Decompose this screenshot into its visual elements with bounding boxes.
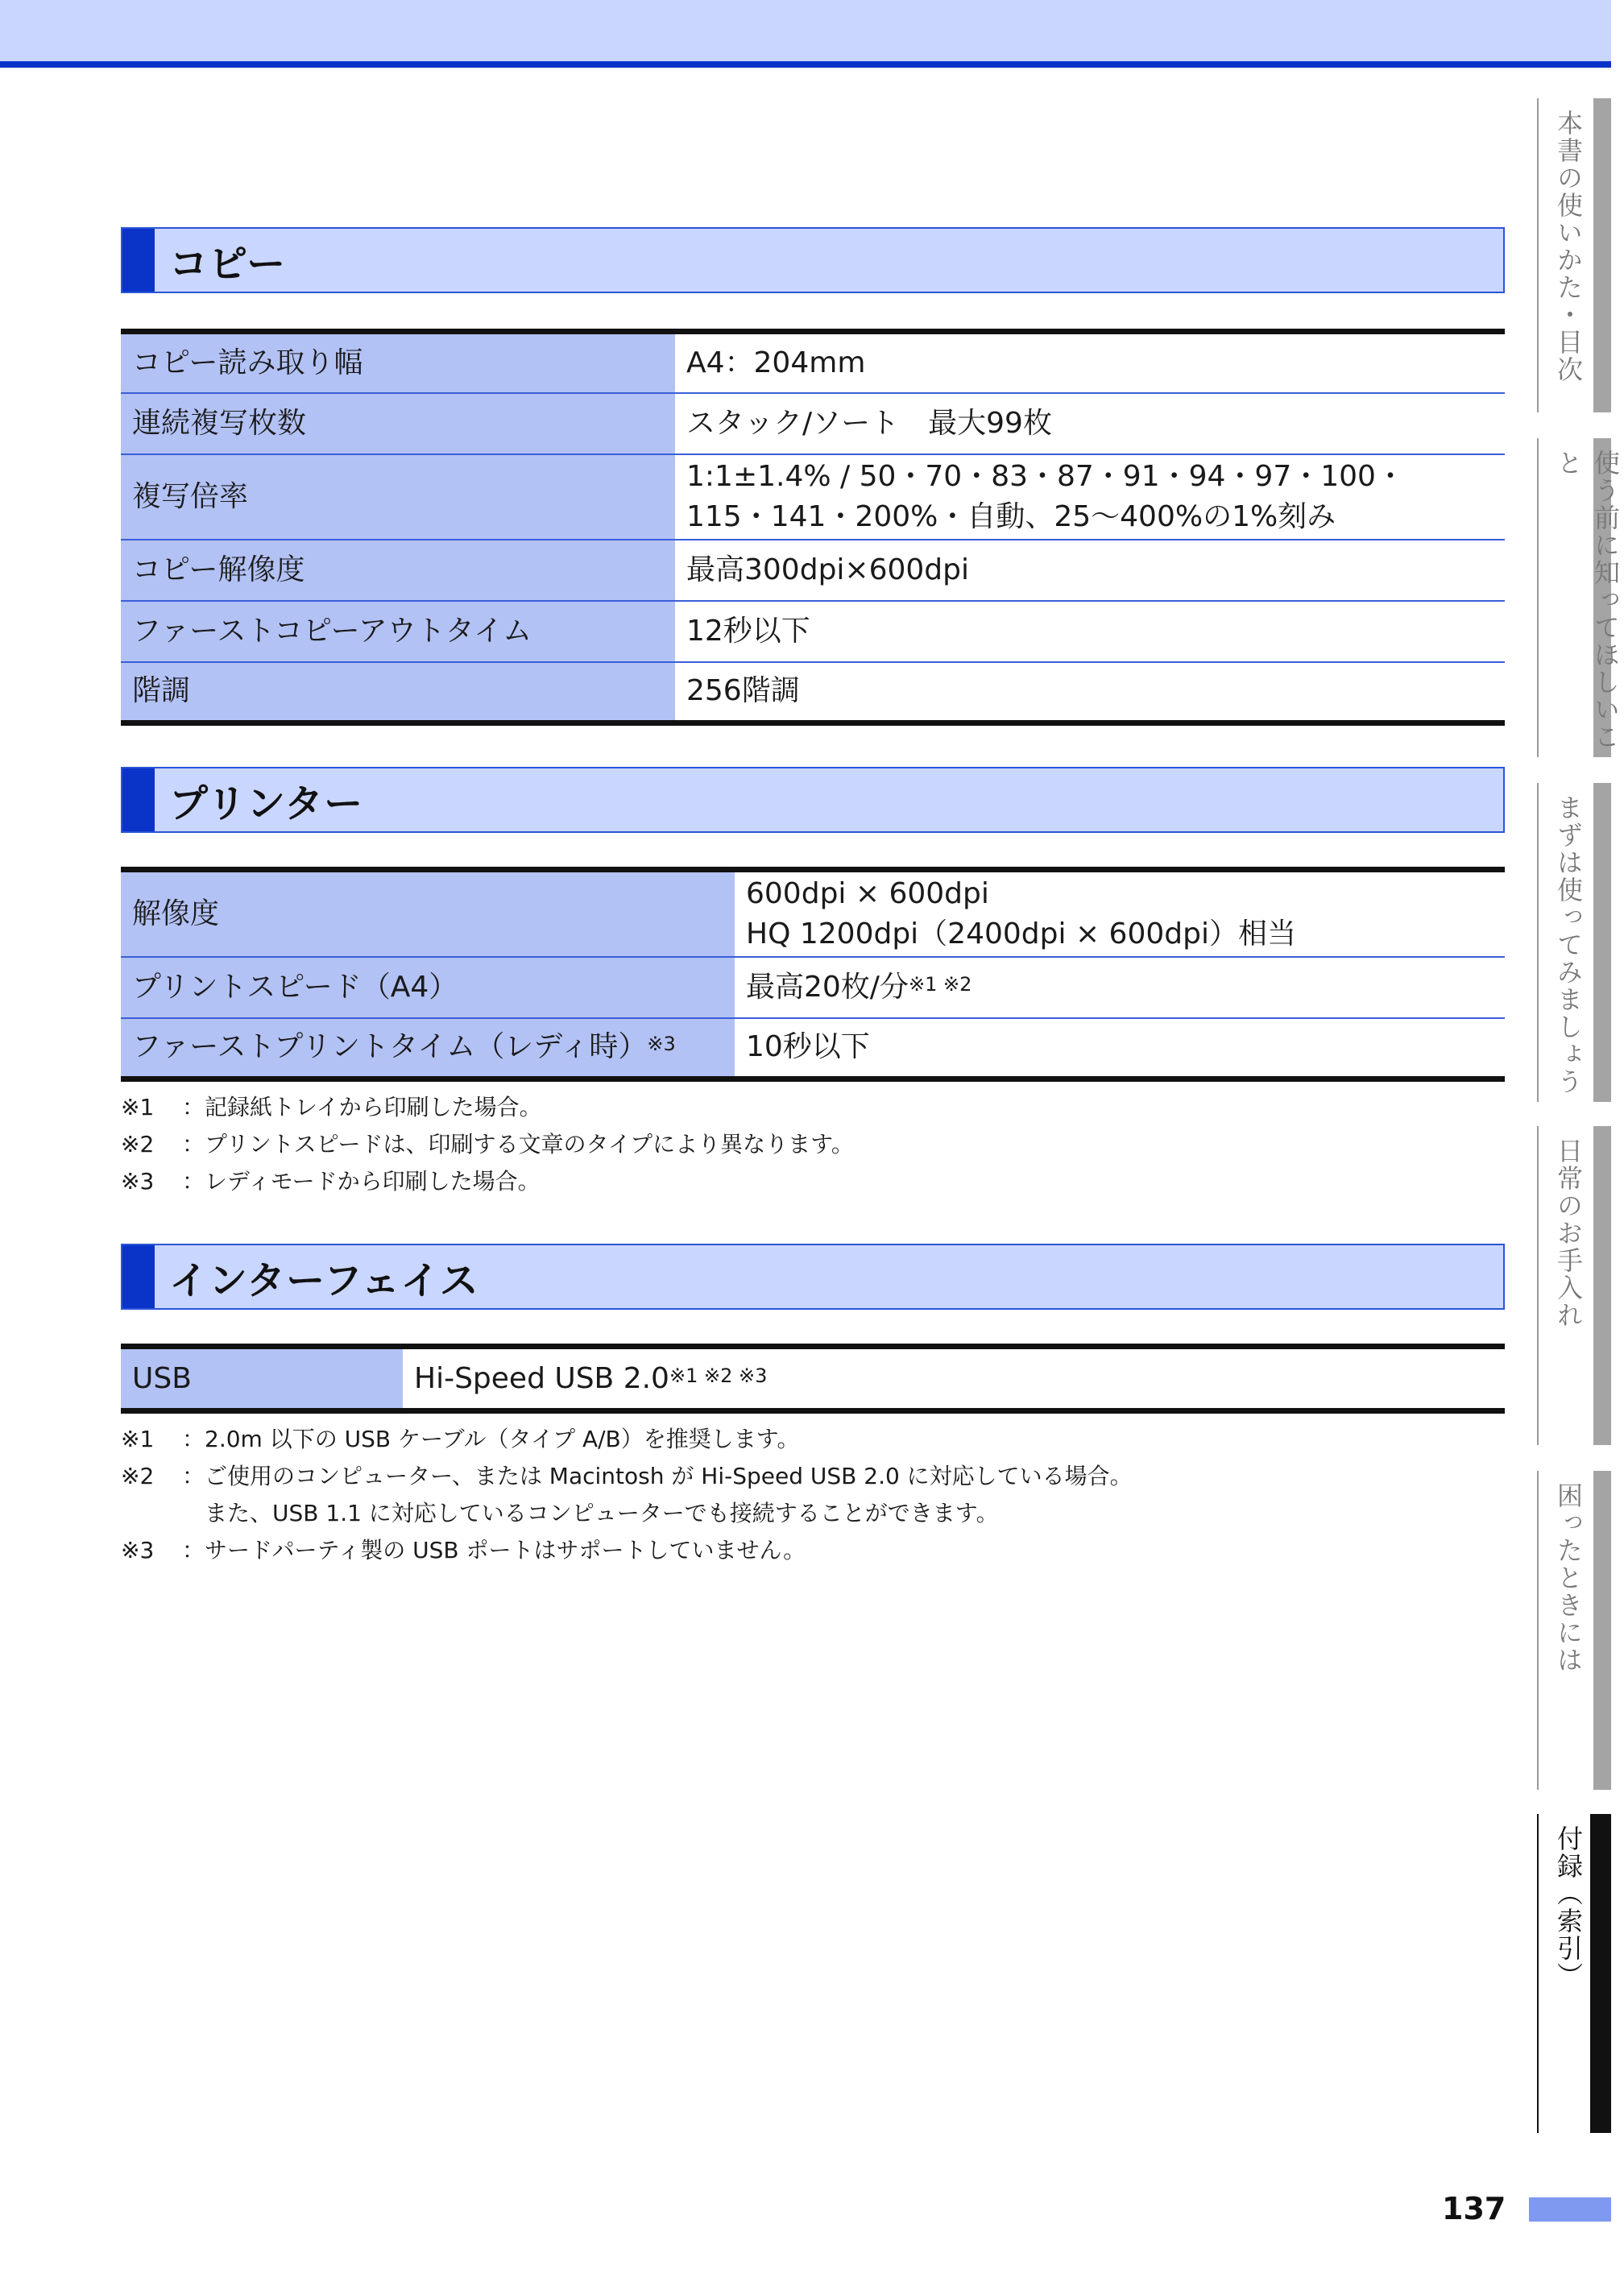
- table-row: [121, 1347, 1505, 1411]
- value-line: 115・141・200%・自動、25～400%の1%刻み: [686, 499, 1336, 533]
- footnote-text: ：2.0m 以下の USB ケーブル（タイプ A/B）を推奨します。: [182, 1426, 800, 1452]
- footnote: [121, 1532, 1133, 1569]
- section-header-copy: [121, 227, 1505, 293]
- table-row: [121, 454, 1505, 540]
- footnote: [121, 1126, 854, 1163]
- footnote-text: ：サードパーティ製の USB ポートはサポートしていません。: [182, 1537, 806, 1563]
- table-row: [121, 662, 1505, 723]
- table-row: [121, 332, 1505, 393]
- section-title-interface: インターフェイス: [169, 1257, 479, 1303]
- side-tab-label: 使う前に知ってほしいこと: [1553, 449, 1621, 751]
- footnote-mark: ※1: [121, 1094, 155, 1120]
- row-value: 256階調: [675, 662, 1505, 723]
- footnote-ref: ※1 ※2: [908, 972, 972, 996]
- interface-spec-table: [121, 1344, 1505, 1414]
- footnote-ref: ※1 ※2 ※3: [669, 1364, 768, 1387]
- section-title-printer: プリンター: [169, 781, 364, 826]
- footnote-line: また、USB 1.1 に対応しているコンピューターでも接続することができます。: [205, 1500, 999, 1526]
- section-title-copy: コピー: [169, 241, 287, 287]
- side-tab-maintenance[interactable]: [1537, 1126, 1611, 1445]
- footnote-text: [182, 1458, 1133, 1532]
- side-tab-contents[interactable]: [1537, 98, 1611, 412]
- row-label: 階調: [121, 662, 675, 723]
- footnote-mark: ※3: [121, 1168, 155, 1195]
- footnote-mark: ※2: [121, 1463, 155, 1489]
- footnote: [121, 1458, 1133, 1532]
- top-band: [0, 0, 1611, 61]
- side-tab-try-it[interactable]: [1537, 783, 1611, 1102]
- copy-spec-table: [121, 329, 1505, 726]
- value-line: HQ 1200dpi（2400dpi × 600dpi）相当: [746, 917, 1296, 950]
- printer-notes: [121, 1089, 854, 1200]
- row-label: USB: [121, 1347, 403, 1411]
- row-value: [735, 957, 1505, 1018]
- footnote-mark: ※1: [121, 1426, 155, 1452]
- row-label: ファーストコピーアウトタイム: [121, 601, 675, 662]
- footnote-text: ：レディモードから印刷した場合。: [182, 1168, 541, 1195]
- value-text: Hi-Speed USB 2.0: [414, 1361, 669, 1395]
- section-header-printer: [121, 767, 1505, 833]
- table-row: [121, 601, 1505, 662]
- tab-bar: [1593, 783, 1611, 1102]
- table-row: [121, 393, 1505, 454]
- table-row: [121, 957, 1505, 1018]
- page-number-bar: [1529, 2197, 1611, 2222]
- row-value: 10秒以下: [735, 1018, 1505, 1079]
- footnote-mark: ※3: [121, 1537, 155, 1563]
- footnote: [121, 1163, 854, 1200]
- row-value: [675, 454, 1505, 540]
- row-value: スタック/ソート 最大99枚: [675, 393, 1505, 454]
- side-tab-appendix[interactable]: [1537, 1814, 1611, 2133]
- tab-bar: [1590, 1814, 1611, 2133]
- side-tab-label: 付録（索引）: [1553, 1825, 1584, 1990]
- side-tab-label: 日常のお手入れ: [1553, 1137, 1584, 1329]
- value-text: 最高20枚/分: [746, 970, 909, 1004]
- row-label: プリントスピード（A4）: [121, 957, 735, 1018]
- row-value: 最高300dpi×600dpi: [675, 540, 1505, 601]
- side-tab-troubleshooting[interactable]: [1537, 1471, 1611, 1790]
- side-tab-before-use[interactable]: [1537, 438, 1621, 757]
- row-label: 解像度: [121, 870, 735, 957]
- table-row: [121, 1018, 1505, 1079]
- row-value: 12秒以下: [675, 601, 1505, 662]
- printer-spec-table: [121, 867, 1505, 1082]
- table-row: [121, 540, 1505, 601]
- section-marker: [122, 768, 155, 831]
- section-marker: [122, 1245, 155, 1308]
- footnote: [121, 1089, 854, 1126]
- footnote-line: ：ご使用のコンピューター、または Macintosh が Hi-Speed USB 2.0 に対応している場合。: [182, 1463, 1133, 1489]
- label-text: ファーストプリントタイム（レディ時）: [132, 1030, 648, 1064]
- side-tab-label: 本書の使いかた・目次: [1553, 110, 1584, 383]
- value-line: 1:1±1.4% / 50・70・83・87・91・94・97・100・: [686, 459, 1405, 493]
- value-line: 600dpi × 600dpi: [746, 876, 989, 910]
- side-tab-label: まずは使ってみましょう: [1553, 794, 1584, 1095]
- footnote-ref: ※3: [647, 1033, 676, 1056]
- tab-bar: [1593, 1471, 1611, 1790]
- table-row: [121, 870, 1505, 957]
- row-value: [735, 870, 1505, 957]
- interface-notes: [121, 1421, 1133, 1569]
- side-tab-label: 困ったときには: [1553, 1482, 1584, 1674]
- row-value: [403, 1347, 1505, 1411]
- top-rule: [0, 61, 1611, 68]
- page-number: 137: [1442, 2191, 1506, 2226]
- footnote-mark: ※2: [121, 1131, 155, 1157]
- row-label: コピー読み取り幅: [121, 332, 675, 393]
- section-marker: [122, 229, 155, 292]
- tab-bar: [1593, 98, 1611, 412]
- footnote: [121, 1421, 1133, 1458]
- footnote-text: ：記録紙トレイから印刷した場合。: [182, 1094, 542, 1120]
- row-label: 連続複写枚数: [121, 393, 675, 454]
- footnote-text: ：プリントスピードは、印刷する文章のタイプにより異なります。: [182, 1131, 854, 1157]
- row-value: A4：204mm: [675, 332, 1505, 393]
- row-label: [121, 1018, 735, 1079]
- row-label: 複写倍率: [121, 454, 675, 540]
- tab-bar: [1593, 1126, 1611, 1445]
- section-header-interface: [121, 1244, 1505, 1310]
- row-label: コピー解像度: [121, 540, 675, 601]
